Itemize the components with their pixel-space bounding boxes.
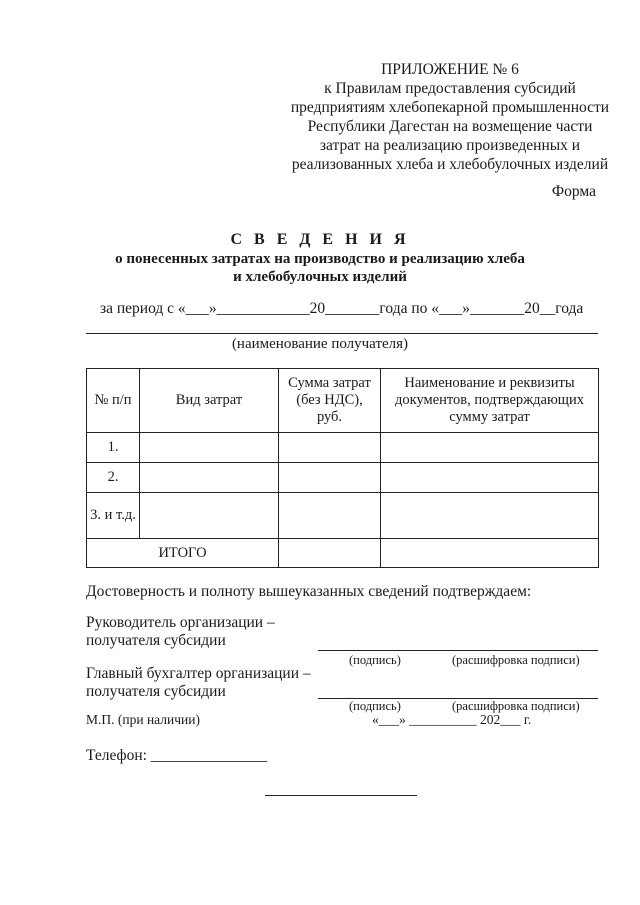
table-row — [87, 463, 599, 493]
subtitle-line: и хлебобулочных изделий — [233, 269, 407, 285]
confirmation-text: Достоверность и полноту вышеуказанных сведений подтверждаем: — [86, 583, 532, 600]
appendix-line: реализованных хлеба и хлебобулочных изделий — [291, 156, 609, 173]
head-label-line: получателя субсидии — [86, 632, 226, 649]
appendix-line: Республики Дагестан на возмещение части — [307, 118, 593, 135]
subtitle-line: о понесенных затратах на производство и реализацию хлеба — [115, 251, 525, 267]
appendix-line: к Правилам предоставления субсидий — [324, 80, 576, 97]
decode-caption: (расшифровка подписи) — [452, 653, 580, 667]
cost-type-cell[interactable] — [140, 433, 279, 463]
head-signature-label — [86, 614, 275, 650]
appendix-header — [280, 60, 620, 174]
total-documents-cell[interactable] — [381, 539, 599, 568]
documents-cell[interactable] — [381, 433, 599, 463]
form-label: Форма — [551, 183, 596, 200]
cost-type-cell[interactable] — [140, 463, 279, 493]
appendix-line: затрат на реализацию произведенных и — [319, 137, 581, 154]
total-row — [87, 539, 599, 568]
date-field[interactable]: «___» __________ 202___ г. — [372, 712, 532, 727]
head-label-line: Руководитель организации – — [86, 614, 275, 631]
accountant-label-line: Главный бухгалтер организации – — [86, 665, 311, 682]
table-header-row — [87, 369, 599, 433]
row-number: 2. — [87, 463, 140, 493]
document-subtitle — [0, 250, 640, 286]
cost-sum-cell[interactable] — [279, 463, 381, 493]
accountant-label-line: получателя субсидии — [86, 683, 226, 700]
total-sum-cell[interactable] — [279, 539, 381, 568]
appendix-line: ПРИЛОЖЕНИЕ № 6 — [381, 61, 519, 78]
documents-cell[interactable] — [381, 463, 599, 493]
period-field[interactable]: за период с «___»____________20_______года по «___»_______20__года — [100, 300, 584, 317]
sign-caption: (подпись) — [349, 699, 401, 713]
cost-sum-cell[interactable] — [279, 493, 381, 539]
total-label: ИТОГО — [87, 539, 279, 568]
row-number: 1. — [87, 433, 140, 463]
header-cost-sum: Сумма затрат (без НДС), руб. — [279, 369, 381, 433]
header-documents: Наименование и реквизиты документов, подтверждающих сумму затрат — [381, 369, 599, 433]
sign-caption: (подпись) — [349, 653, 401, 667]
cost-type-cell[interactable] — [140, 493, 279, 539]
row-number: 3. и т.д. — [87, 493, 140, 539]
recipient-name-line[interactable] — [86, 333, 598, 334]
cost-sum-cell[interactable] — [279, 433, 381, 463]
footer-line — [265, 795, 417, 796]
table-row — [87, 433, 599, 463]
costs-table — [86, 368, 599, 568]
stamp-label: М.П. (при наличии) — [86, 712, 200, 727]
recipient-caption: (наименование получателя) — [231, 336, 409, 352]
header-num: № п/п — [87, 369, 140, 433]
accountant-signature-label — [86, 665, 311, 701]
document-title: С В Е Д Е Н И Я — [230, 231, 410, 248]
documents-cell[interactable] — [381, 493, 599, 539]
head-signature-line[interactable] — [318, 650, 598, 651]
table-row — [87, 493, 599, 539]
appendix-line: предприятиям хлебопекарной промышленности — [290, 99, 610, 116]
header-cost-type: Вид затрат — [140, 369, 279, 433]
phone-field[interactable]: Телефон: _______________ — [86, 747, 268, 764]
decode-caption: (расшифровка подписи) — [452, 699, 580, 713]
